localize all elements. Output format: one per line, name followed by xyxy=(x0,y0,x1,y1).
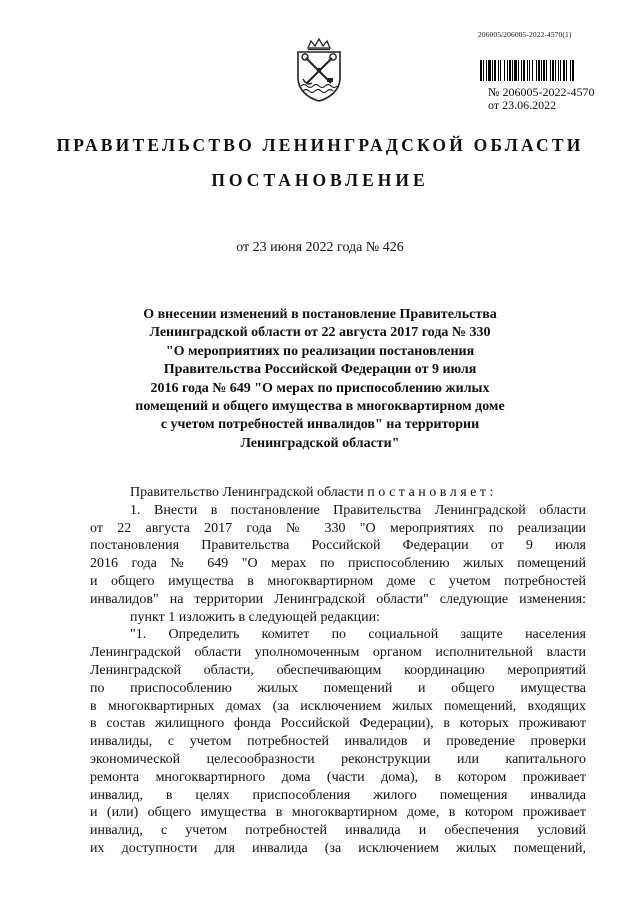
body-line: в многоквартирных домах (за исключением жилых помещений, входящих xyxy=(90,698,586,714)
body-line: экономической целесообразности реконструкции или капитального xyxy=(90,751,586,767)
body-line: инвалид, с учетом потребностей инвалида и обеспечения условий xyxy=(90,823,586,839)
body-line: 2016 года № 649 "О мерах по приспособлению жилых помещений xyxy=(90,556,586,572)
document-body xyxy=(90,484,586,858)
subject-line: "О мероприятиях по реализации постановления xyxy=(165,343,475,359)
body-line: и общего имущества в многоквартирном доме с учетом потребностей xyxy=(90,573,586,589)
body-line: "1. Определить комитет по социальной защите населения xyxy=(130,627,586,643)
subject-line: Правительства Российской Федерации от 9 июля xyxy=(163,362,477,378)
resolve-word: постановляет: xyxy=(367,485,497,500)
body-line: ремонта многоквартирного дома (части дома), в котором проживает xyxy=(90,769,586,785)
body-line: инвалидов" на территории Ленинградской области" следующие изменения: xyxy=(90,591,586,607)
subject-line: О внесении изменений в постановление Правительства xyxy=(143,307,497,322)
resolve-prefix: Правительство Ленинградской области xyxy=(130,485,368,500)
subject-line: с учетом потребностей инвалидов" на территории xyxy=(160,417,480,433)
subject-line: Ленинградской области от 22 августа 2017 года № 330 xyxy=(149,325,491,341)
document-date: от 23 июня 2022 года № 426 xyxy=(236,240,404,255)
document-code: 206005/206005-2022-4570(1) xyxy=(478,30,572,39)
body-line: постановления Правительства Российской Федерации от 9 июля xyxy=(90,538,586,554)
body-line: инвалид, в целях приспособления жилого помещения инвалида xyxy=(90,787,586,803)
body-line: Ленинградской области, обеспечивающим координацию мероприятий xyxy=(90,662,586,678)
subject-line: Ленинградской области" xyxy=(240,435,400,451)
body-line: пункт 1 изложить в следующей редакции: xyxy=(130,609,380,625)
body-line: по приспособлению жилых помещений и общего имущества xyxy=(90,680,586,696)
document-subject xyxy=(110,306,530,453)
body-line: Ленинградской области уполномоченным органом исполнительной власти xyxy=(90,645,586,661)
body-line: и (или) общего имущества в многоквартирном доме, в котором проживает xyxy=(90,805,586,821)
body-line: 1. Внести в постановление Правительства Ленинградской области xyxy=(130,502,586,518)
registration-number: № 206005-2022-4570 xyxy=(488,85,595,99)
body-line: их доступности для инвалида (за исключением жилых помещений, xyxy=(90,840,586,856)
registration-date: от 23.06.2022 xyxy=(488,98,557,112)
coat-of-arms-icon xyxy=(294,38,344,102)
body-line: инвалиды, с учетом потребностей инвалидов и проведение проверки xyxy=(90,734,586,750)
document-type: ПОСТАНОВЛЕНИЕ xyxy=(211,170,429,190)
body-line: в состав жилищного фонда Российской Федерации), в которых проживают xyxy=(90,716,586,732)
barcode xyxy=(480,60,608,81)
body-line: от 22 августа 2017 года № 330 "О мероприятиях по реализации xyxy=(90,520,586,536)
subject-line: помещений и общего имущества в многоквартирном доме xyxy=(135,399,505,415)
resolve-line xyxy=(90,484,586,502)
subject-line: 2016 года № 649 "О мерах по приспособлению жилых xyxy=(150,380,490,396)
government-title: ПРАВИТЕЛЬСТВО ЛЕНИНГРАДСКОЙ ОБЛАСТИ xyxy=(56,135,584,155)
